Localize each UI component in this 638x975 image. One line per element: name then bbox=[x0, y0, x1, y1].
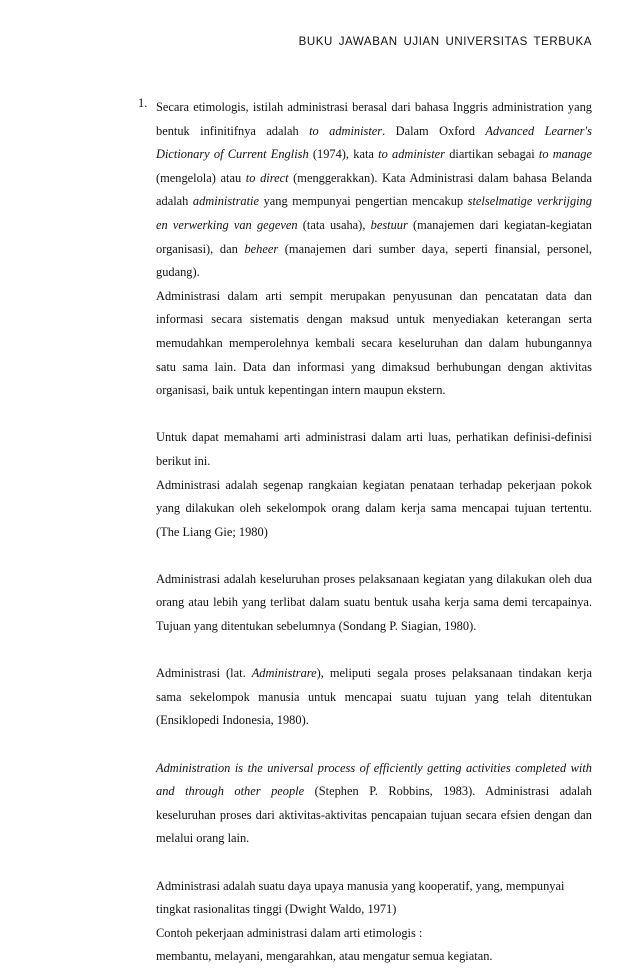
paragraph-broad-intro bbox=[138, 426, 592, 473]
page-header: BUKU JAWABAN UJIAN UNIVERSITAS TERBUKA bbox=[298, 36, 592, 48]
definition-liang-gie bbox=[138, 474, 592, 545]
text-line: keseluruhan proses dari aktivitas-aktivitas pencapaian tujuan secara efsien dengan dan bbox=[156, 807, 592, 822]
text-line: Administrasi adalah segenap rangkaian kegiatan penataan terhadap pekerjaan pokok bbox=[156, 477, 592, 492]
text-line: informasi secara sistematis dengan maksud untuk menyediakan keterangan serta bbox=[156, 312, 592, 327]
text-line: yang dilakukan oleh sekelompok orang dalam kerja sama mencapai tujuan tertentu. bbox=[156, 501, 592, 516]
answer-content bbox=[138, 96, 592, 969]
text-line: organisasi), dan beheer (manajemen dari sumber daya, seperti finansial, personel, bbox=[156, 241, 593, 256]
text-line: satu sama lain. Data dan informasi yang dimaksud berhubungan dengan aktivitas bbox=[156, 359, 592, 374]
definition-waldo bbox=[138, 875, 592, 969]
text-line: Dictionary of Current English (1974), kata to administer diartikan sebagai to manage bbox=[156, 147, 592, 162]
text-line: Administrasi adalah suatu daya upaya manusia yang kooperatif, yang, mempunyai bbox=[156, 878, 565, 893]
text-line: adalah administratie yang mempunyai pengertian mencakup stelselmatige verkrijging bbox=[156, 194, 592, 209]
text-line: and through other people (Stephen P. Robbins, 1983). Administrasi adalah bbox=[156, 784, 592, 799]
paragraph-etymology bbox=[138, 96, 592, 285]
definition-ensiklopedi bbox=[138, 662, 592, 733]
text-line: Tujuan yang ditentukan sebelumnya (Sondang P. Siagian, 1980). bbox=[156, 619, 477, 634]
text-line: tingkat rasionalitas tinggi (Dwight Waldo, 1971) bbox=[156, 902, 397, 917]
text-line: membantu, melayani, mengarahkan, atau mengatur semua kegiatan. bbox=[156, 949, 493, 964]
text-line: Contoh pekerjaan administrasi dalam arti etimologis : bbox=[156, 925, 423, 940]
text-line: (mengelola) atau to direct (menggerakkan). Kata Administrasi dalam bahasa Belanda bbox=[156, 170, 592, 185]
text-line: Secara etimologis, istilah administrasi berasal dari bahasa Inggris administration yang bbox=[156, 100, 592, 114]
text-line: Administrasi dalam arti sempit merupakan penyusunan dan pencatatan data dan bbox=[156, 288, 592, 303]
text-line: Administrasi (lat. Administrare), meliputi segala proses pelaksanaan tindakan kerja bbox=[156, 666, 592, 681]
text-line: Administrasi adalah keseluruhan proses pelaksanaan kegiatan yang dilakukan oleh dua bbox=[156, 571, 592, 586]
text-line: gudang). bbox=[156, 265, 200, 280]
definition-siagian bbox=[138, 568, 592, 639]
text-line: orang atau lebih yang terlibat dalam suatu bentuk usaha kerja sama demi tercapainya. bbox=[156, 595, 592, 610]
text-line: Untuk dapat memahami arti administrasi dalam arti luas, perhatikan definisi-definisi bbox=[156, 430, 592, 445]
text-line: melalui orang lain. bbox=[156, 831, 250, 846]
list-number: 1. bbox=[138, 96, 148, 110]
text-line: (Ensiklopedi Indonesia, 1980). bbox=[156, 713, 309, 728]
text-line: berikut ini. bbox=[156, 453, 211, 468]
paragraph-narrow-definition bbox=[138, 285, 592, 403]
text-line: en verwerking van gegeven (tata usaha), bestuur (manajemen dari kegiatan-kegiatan bbox=[156, 217, 593, 232]
text-line: Administration is the universal process of efficiently getting activities completed with bbox=[156, 760, 592, 775]
text-line: sama sekelompok manusia untuk mencapai suatu tujuan yang telah ditentukan bbox=[156, 689, 592, 704]
text-line: memudahkan memperolehnya kembali secara keseluruhan dan dalam hubungannya bbox=[156, 335, 592, 350]
definition-robbins bbox=[138, 757, 592, 851]
text-line: bentuk infinitifnya adalah to administer. Dalam Oxford Advanced Learner's bbox=[156, 123, 592, 138]
text-line: organisasi, baik untuk kepentingan intern maupun ekstern. bbox=[156, 383, 446, 398]
text-line: (The Liang Gie; 1980) bbox=[156, 524, 268, 539]
